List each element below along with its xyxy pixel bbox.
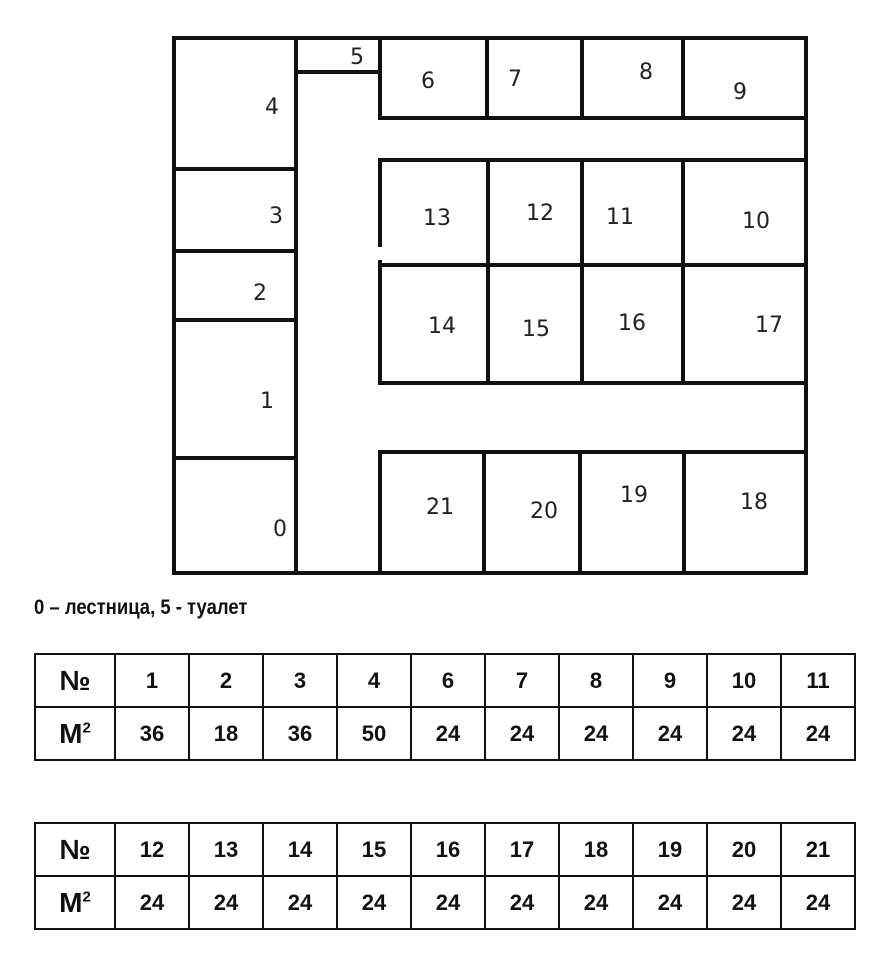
room-number: 9 xyxy=(633,654,707,707)
room-label-7: 7 xyxy=(508,67,522,92)
room-number: 14 xyxy=(263,823,337,876)
room-area: 24 xyxy=(337,876,411,929)
area-unit: М xyxy=(59,717,83,749)
room-area: 50 xyxy=(337,707,411,760)
room-area: 24 xyxy=(781,707,855,760)
room-area: 24 xyxy=(559,876,633,929)
room-area: 36 xyxy=(115,707,189,760)
room-label-10: 10 xyxy=(742,209,770,234)
room-area: 24 xyxy=(707,876,781,929)
room-number: 18 xyxy=(559,823,633,876)
room-number: 17 xyxy=(485,823,559,876)
room-area: 24 xyxy=(707,707,781,760)
room-number: 15 xyxy=(337,823,411,876)
room-label-3: 3 xyxy=(269,204,283,229)
room-area: 24 xyxy=(485,876,559,929)
room-number: 4 xyxy=(337,654,411,707)
room-label-14: 14 xyxy=(428,314,456,339)
room-area: 36 xyxy=(263,707,337,760)
room-label-21: 21 xyxy=(426,495,454,520)
room-label-20: 20 xyxy=(530,499,558,524)
number-header: № xyxy=(35,823,115,876)
room-label-9: 9 xyxy=(733,80,747,105)
room-area: 24 xyxy=(263,876,337,929)
room-label-18: 18 xyxy=(740,490,768,515)
area-header xyxy=(35,876,115,929)
area-unit: М xyxy=(59,886,83,918)
room-area: 24 xyxy=(633,876,707,929)
room-label-16: 16 xyxy=(618,311,646,336)
room-area: 18 xyxy=(189,707,263,760)
room-number: 20 xyxy=(707,823,781,876)
room-number: 3 xyxy=(263,654,337,707)
room-number: 12 xyxy=(115,823,189,876)
room-area: 24 xyxy=(411,707,485,760)
room-label-13: 13 xyxy=(423,206,451,231)
room-label-17: 17 xyxy=(755,313,783,338)
room-number: 13 xyxy=(189,823,263,876)
room-label-8: 8 xyxy=(639,60,653,85)
area-header xyxy=(35,707,115,760)
room-number: 21 xyxy=(781,823,855,876)
room-label-4: 4 xyxy=(265,95,279,120)
room-label-12: 12 xyxy=(526,201,554,226)
room-area: 24 xyxy=(115,876,189,929)
room-area: 24 xyxy=(559,707,633,760)
area-row xyxy=(35,876,855,929)
room-number: 11 xyxy=(781,654,855,707)
number-row xyxy=(35,823,855,876)
area-table-1 xyxy=(34,653,856,761)
room-label-19: 19 xyxy=(620,483,648,508)
room-label-15: 15 xyxy=(522,317,550,342)
room-number: 10 xyxy=(707,654,781,707)
room-number: 19 xyxy=(633,823,707,876)
room-label-6: 6 xyxy=(421,69,435,94)
room-number: 8 xyxy=(559,654,633,707)
area-unit-sup: 2 xyxy=(82,888,91,906)
room-number: 16 xyxy=(411,823,485,876)
area-table-2 xyxy=(34,822,856,930)
room-area: 24 xyxy=(411,876,485,929)
number-header: № xyxy=(35,654,115,707)
area-row xyxy=(35,707,855,760)
number-row xyxy=(35,654,855,707)
room-number: 2 xyxy=(189,654,263,707)
room-area: 24 xyxy=(781,876,855,929)
room-label-2: 2 xyxy=(253,281,267,306)
room-number: 6 xyxy=(411,654,485,707)
room-label-11: 11 xyxy=(606,205,634,230)
room-number: 7 xyxy=(485,654,559,707)
room-label-1: 1 xyxy=(260,389,274,414)
room-area: 24 xyxy=(189,876,263,929)
area-unit-sup: 2 xyxy=(82,719,91,737)
room-label-0: 0 xyxy=(273,517,287,542)
room-area: 24 xyxy=(485,707,559,760)
room-area: 24 xyxy=(633,707,707,760)
room-number: 1 xyxy=(115,654,189,707)
room-label-5: 5 xyxy=(350,45,364,70)
legend: 0 – лестница, 5 - туалет xyxy=(34,596,248,619)
